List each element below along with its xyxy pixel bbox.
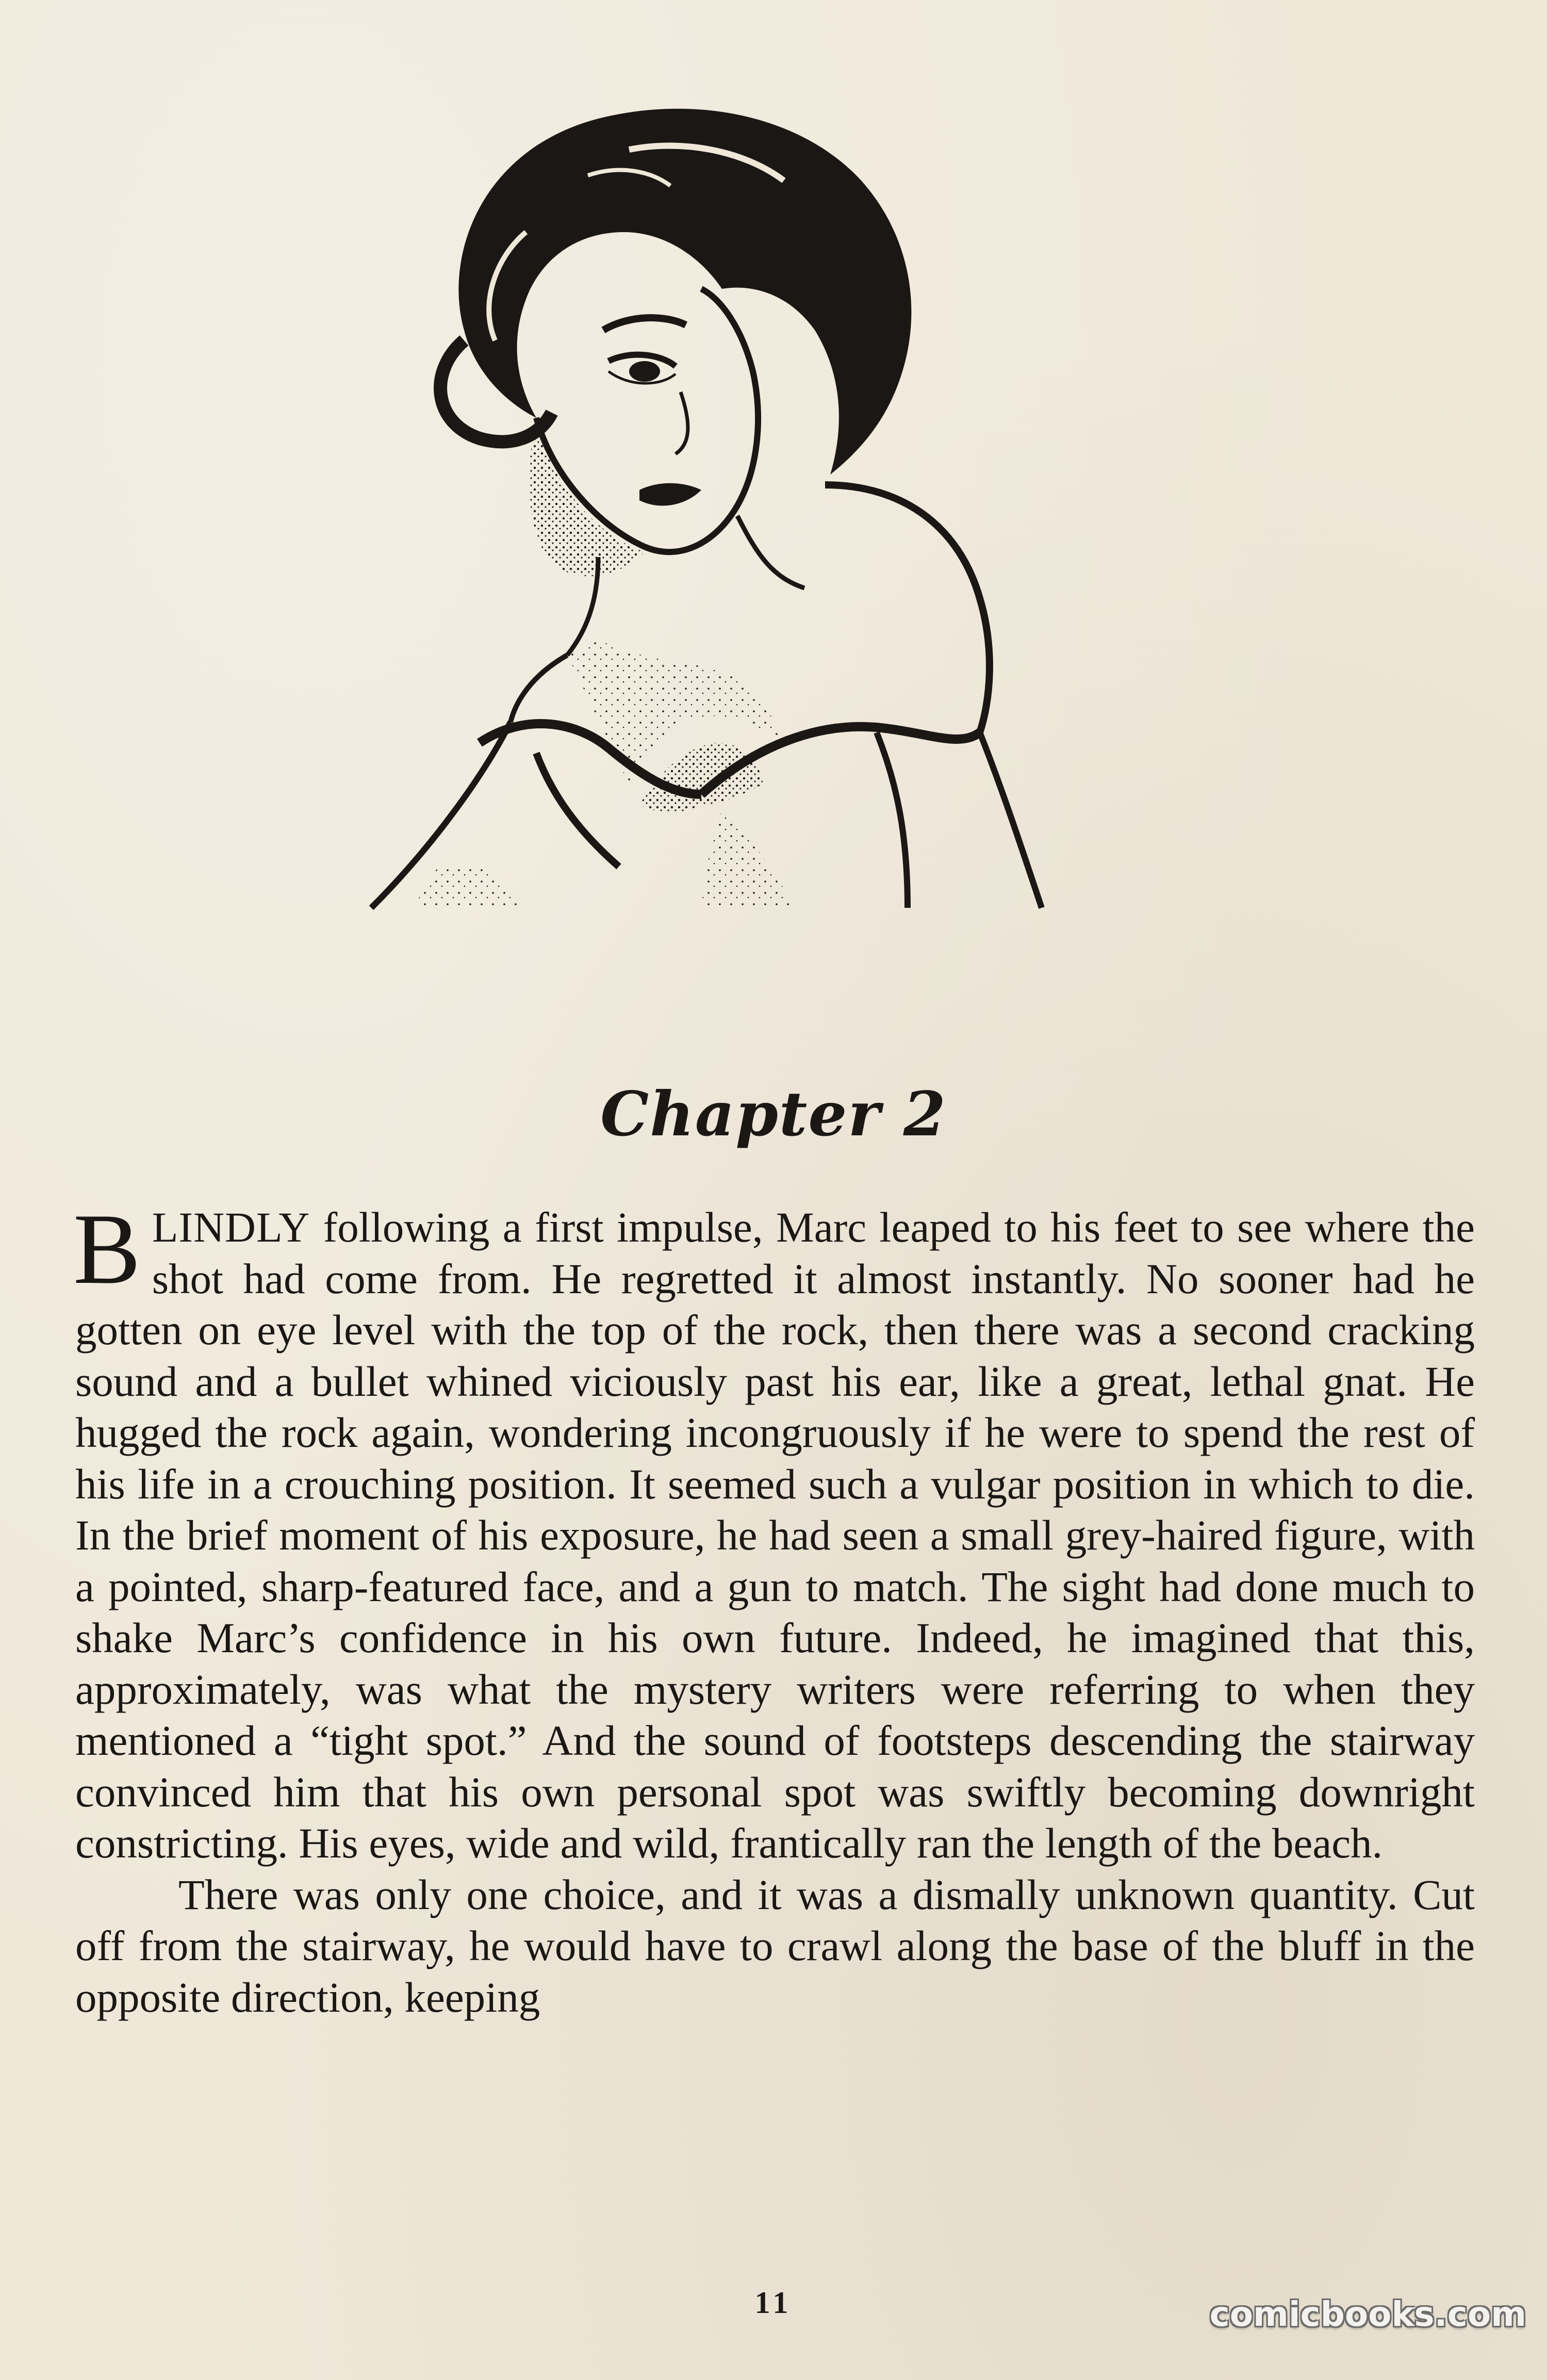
woman-illustration [309,62,1238,990]
paragraph-2: There was only one choice, and it was a dismally unknown quantity. Cut off from the stairway, he would have to crawl along the base of the bluff in the opposite direction, keeping [75,1870,1475,2021]
paragraph-1-text: following a first impulse, Marc leaped to his feet to see where the shot had come from. He regretted it almost instantly. No sooner had he gotten on eye level with the top of the rock, then there was a second cracking sound and a bullet whined viciously past his ear, like a great, lethal gnat. He hugged the rock again, wondering incongruously if he were to spend the rest of his life in a crouching position. It seemed such a vulgar position in which to die. In the brief moment of his exposure, he had seen a small grey-haired figure, with a pointed, sharp-featured face, and a gun to match. The sight had done much to shake Marc’s confidence in his own future. Indeed, he imagined that this, approximately, was what the mystery writers were referring to when they mentioned a “tight spot.” And the sound of footsteps descending the stairway convinced him that his own personal spot was swiftly becoming downright constricting. His eyes, wide and wild, frantically ran the length of the beach. [75,1203,1475,1867]
page-number: 11 [754,2286,793,2320]
body-text [73,1193,1475,2023]
paragraph-1 [73,1193,1475,1869]
watermark: comicbooks.com [1209,2294,1526,2334]
drop-cap: B [73,1193,141,1305]
lead-word: LINDLY [152,1203,310,1251]
chapter-title: Chapter 2 [600,1078,947,1150]
